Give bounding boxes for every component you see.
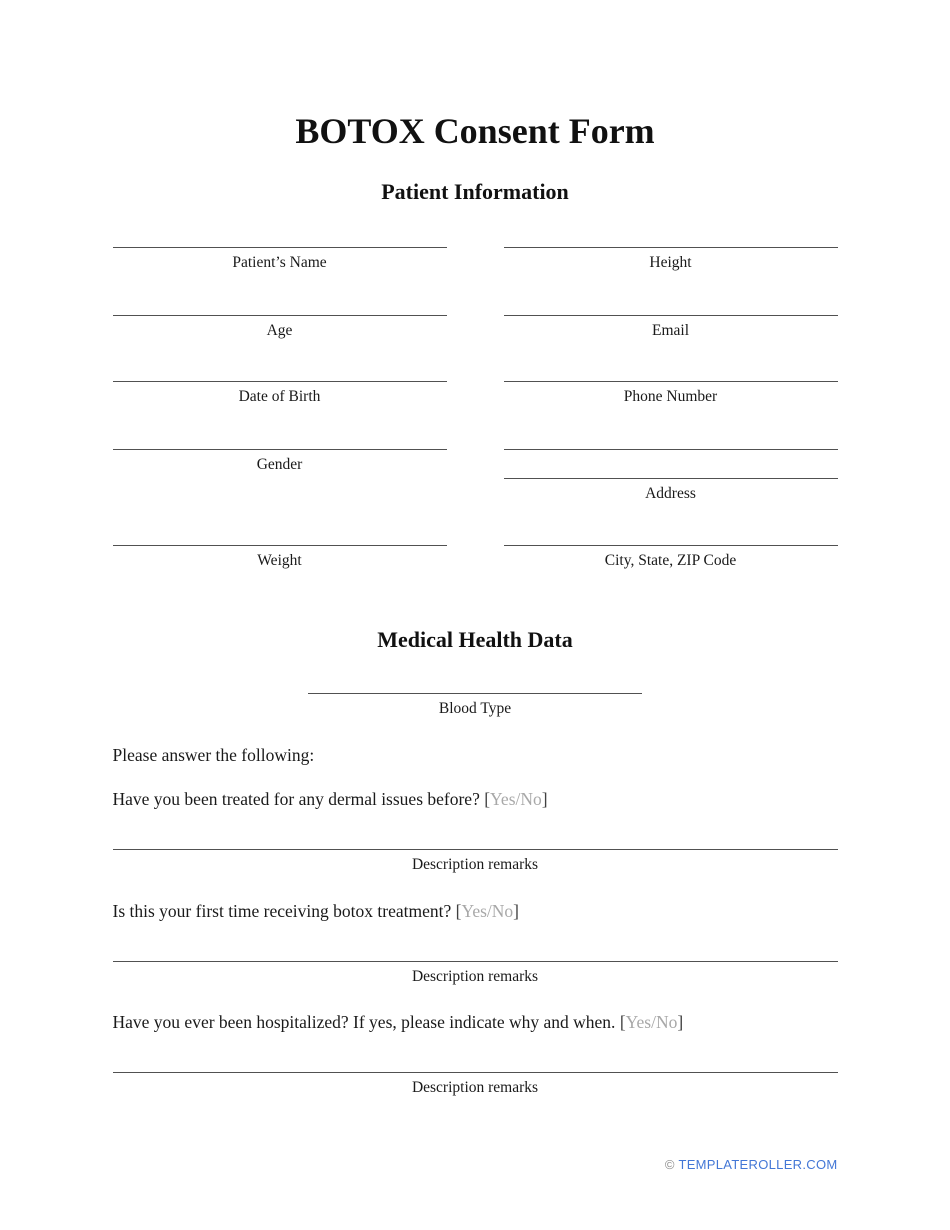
remarks-field (113, 961, 838, 986)
questions-intro: Please answer the following: (112, 745, 315, 765)
field-row (113, 315, 838, 381)
field-label: Date of Birth (238, 388, 321, 405)
field-address (504, 449, 838, 545)
medical-health-data-heading: Medical Health Data (377, 627, 573, 652)
field-label: City, State, ZIP Code (604, 552, 737, 569)
field-label: Phone Number (623, 388, 718, 405)
question-hospitalized (113, 1011, 838, 1033)
page-title: BOTOX Consent Form (295, 111, 655, 151)
field-gender (113, 449, 447, 545)
remarks-field (113, 1072, 838, 1097)
field-date-of-birth (113, 381, 447, 449)
field-row (113, 381, 838, 449)
field-weight (113, 545, 447, 570)
yes-no-hint: Yes/No (490, 789, 542, 809)
field-label: Age (266, 322, 293, 339)
field-row (113, 247, 838, 315)
yes-no-hint: Yes/No (625, 1012, 678, 1032)
field-email (504, 315, 838, 381)
field-label: Weight (257, 552, 302, 569)
field-label: Email (651, 322, 690, 339)
field-label: Description remarks (411, 1079, 539, 1096)
question-text: Have you ever been hospitalized? If yes, please indicate why and when. (112, 1012, 616, 1032)
bracket-close: ] (541, 789, 548, 809)
field-phone-number (504, 381, 838, 449)
answer-hint (620, 1012, 683, 1032)
bracket-close: ] (677, 1012, 684, 1032)
answer-hint (484, 789, 547, 809)
field-label: Description remarks (411, 968, 539, 985)
templateroller-link[interactable]: TEMPLATEROLLER.COM (678, 1157, 838, 1172)
question-first-time-botox (113, 900, 838, 922)
field-row (113, 545, 838, 570)
remarks-field (113, 849, 838, 874)
bracket-open: [ (619, 1012, 626, 1032)
bracket-open: [ (455, 901, 462, 921)
field-patient-name (113, 247, 447, 315)
field-blood-type (308, 693, 642, 718)
patient-information-fields (113, 247, 838, 570)
patient-information-heading: Patient Information (381, 179, 569, 204)
field-label: Blood Type (438, 700, 512, 717)
yes-no-hint: Yes/No (461, 901, 514, 921)
question-dermal-issues (113, 788, 838, 810)
page-footer (113, 1157, 838, 1173)
line-gap (504, 450, 838, 478)
bracket-close: ] (513, 901, 519, 921)
answer-hint (456, 901, 519, 921)
field-height (504, 247, 838, 315)
field-label: Height (649, 254, 692, 271)
question-text: Have you been treated for any dermal issues before? (112, 789, 480, 809)
field-label: Gender (256, 456, 303, 473)
field-city-state-zip (504, 545, 838, 570)
bracket-open: [ (484, 789, 491, 809)
field-label: Description remarks (411, 856, 539, 873)
field-age (113, 315, 447, 381)
question-text: Is this your first time receiving botox treatment? (112, 901, 452, 921)
field-row (113, 449, 838, 545)
document-content (113, 110, 838, 1173)
field-label: Address (645, 485, 696, 502)
copyright-symbol: © (664, 1157, 675, 1172)
field-label: Patient’s Name (232, 254, 327, 271)
